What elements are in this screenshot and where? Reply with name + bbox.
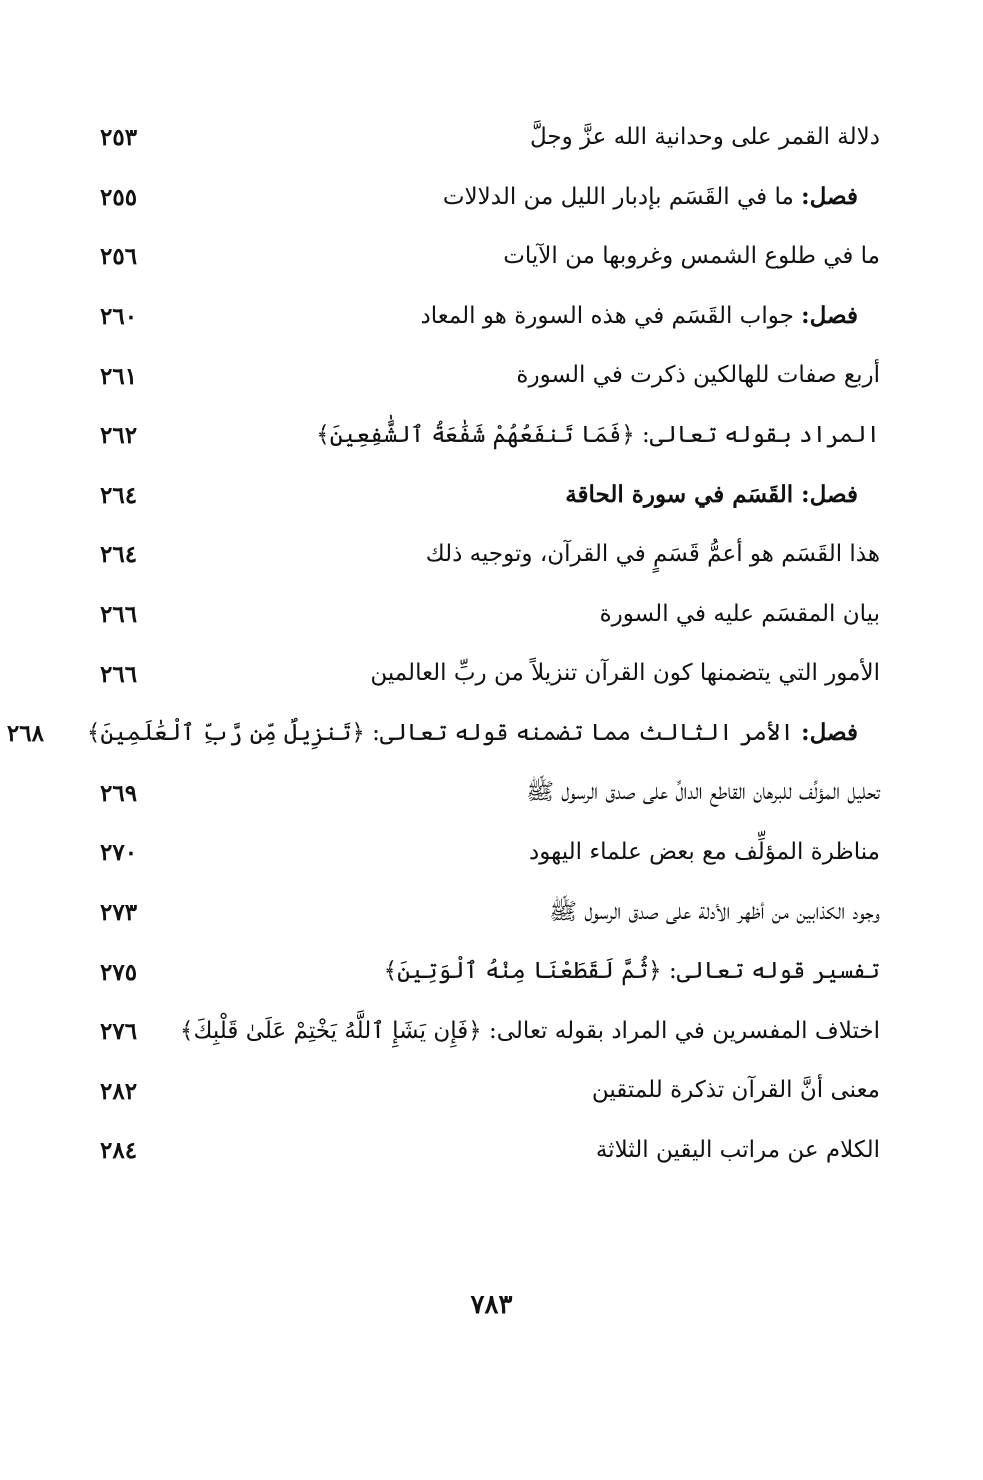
- toc-entry-title: [87, 718, 880, 749]
- toc-entry-title: الأمور التي يتضمنها كون القرآن تنزيلاً من ربِّ العالمين: [370, 660, 880, 687]
- toc-entry-title: معنى أنَّ القرآن تذكرة للمتقين: [591, 1077, 880, 1104]
- toc-entry: [100, 287, 880, 347]
- toc-entry-page: ٢٥٣: [100, 124, 138, 152]
- toc-entry-page: ٢٥٦: [100, 243, 138, 271]
- toc-entry: [100, 108, 880, 168]
- toc-entry-page: ٢٦٤: [100, 541, 138, 569]
- toc-entry-title: بيان المقسَم عليه في السورة: [599, 600, 880, 627]
- toc-entry-page: ٢٨٢: [100, 1077, 138, 1105]
- toc-entry: [100, 406, 880, 466]
- toc-entry-title: [180, 182, 880, 213]
- toc-entry: [100, 823, 880, 883]
- toc-entry-page: ٢٧٥: [100, 958, 138, 986]
- toc-entry: [100, 764, 880, 824]
- toc-entry-page: ٢٥٥: [100, 183, 138, 211]
- toc-entry-title: الكلام عن مراتب اليقين الثلاثة: [595, 1136, 880, 1163]
- toc-entry-text: الأمر الثالث مما تضمنه قوله تعالى: ﴿تَنزِيلٌ مِّن رَّبِّ ٱلْعَٰلَمِينَ﴾: [86, 720, 794, 747]
- toc-entry-title: هذا القَسَم هو أعمُّ قَسَمٍ في القرآن، وتوجيه ذلك: [425, 541, 880, 567]
- toc-entry: [100, 346, 880, 406]
- toc-entry: [6, 704, 880, 764]
- section-prefix: فصل:: [801, 182, 858, 210]
- page-number: ٧٨٣: [470, 1290, 513, 1320]
- table-of-contents: [6, 108, 880, 1181]
- toc-entry-text: جواب القَسَم في هذه السورة هو المعاد: [420, 303, 794, 330]
- toc-entry: [100, 227, 880, 287]
- toc-entry: [100, 1062, 880, 1122]
- toc-entry: [100, 585, 880, 645]
- toc-entry-title: ما في طلوع الشمس وغروبها من الآيات: [503, 243, 880, 270]
- toc-entry-page: ٢٦٩: [100, 779, 138, 807]
- toc-entry-page: ٢٧٦: [100, 1018, 138, 1046]
- toc-entry-title: المراد بقوله تعالى: ﴿فَمَا تَنفَعُهُمْ شَفَٰعَةُ ٱلشَّٰفِعِينَ﴾: [316, 421, 880, 448]
- toc-entry-title: [180, 301, 880, 332]
- toc-entry-title: مناظرة المؤلِّف مع بعض علماء اليهود: [528, 838, 880, 865]
- toc-entry: [100, 883, 880, 943]
- toc-entry: [100, 466, 880, 526]
- toc-entry-title: دلالة القمر على وحدانية الله عزَّ وجلَّ: [529, 123, 880, 150]
- toc-entry-page: ٢٦٢: [100, 422, 138, 450]
- toc-entry-title: وجود الكذابين من أظهر الأدلة على صدق الرسول ﷺ: [549, 898, 880, 925]
- toc-entry-page: ٢٦٠: [100, 303, 138, 331]
- toc-entry: [100, 1002, 880, 1062]
- toc-entry-page: ٢٦٦: [100, 601, 138, 629]
- section-prefix: فصل:: [801, 719, 858, 747]
- toc-entry-title: اختلاف المفسرين في المراد بقوله تعالى: ﴿فَإِن يَشَإِ ٱللَّهُ يَخْتِمْ عَلَىٰ قَلْبِكَ﴾: [180, 1017, 880, 1044]
- toc-entry: [100, 942, 880, 1002]
- toc-entry: [100, 1121, 880, 1181]
- toc-entry-title: تحليل المؤلِّف للبرهان القاطع الدالِّ على صدق الرسول ﷺ: [526, 779, 880, 806]
- toc-entry-page: ٢٦١: [100, 362, 138, 390]
- toc-entry-page: ٢٧٣: [100, 899, 138, 927]
- toc-entry-page: ٢٦٨: [6, 720, 44, 748]
- toc-entry-page: ٢٨٤: [100, 1137, 138, 1165]
- toc-entry-title: تفسير قوله تعالى: ﴿ثُمَّ لَقَطَعْنَا مِنْهُ ٱلْوَتِينَ﴾: [383, 958, 880, 985]
- toc-entry-title: أربع صفات للهالكين ذكرت في السورة: [516, 362, 880, 389]
- toc-entry-text: ما في القَسَم بإدبار الليل من الدلالات: [442, 183, 794, 210]
- toc-entry-page: ٢٦٦: [100, 660, 138, 688]
- toc-entry-page: ٢٦٤: [100, 481, 138, 509]
- toc-entry: [100, 525, 880, 585]
- toc-entry: [100, 644, 880, 704]
- section-prefix: فصل:: [801, 302, 858, 330]
- toc-entry-page: ٢٧٠: [100, 839, 138, 867]
- toc-entry-title: فصل: القَسَم في سورة الحاقة: [565, 481, 858, 509]
- toc-entry: [100, 168, 880, 228]
